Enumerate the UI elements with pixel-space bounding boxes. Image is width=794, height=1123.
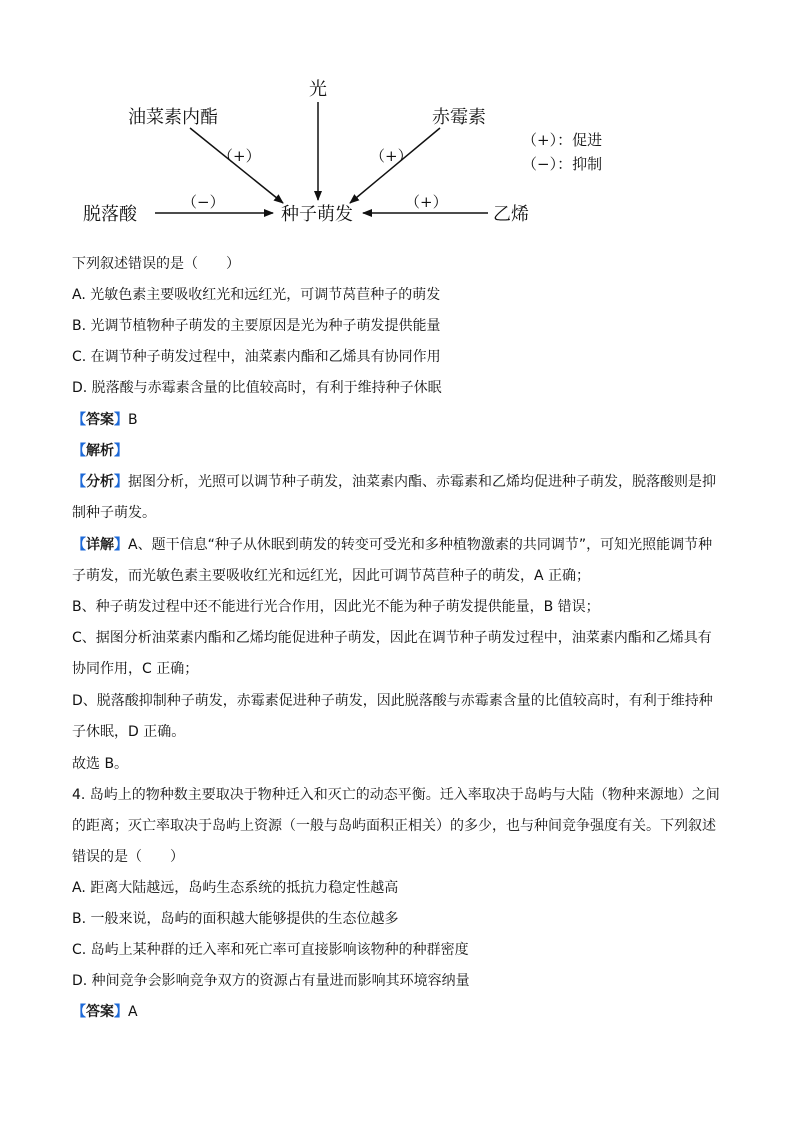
q3-option-d: D. 脱落酸与赤霉素含量的比值较高时，有利于维持种子休眠 [72, 380, 442, 396]
arrow-brassinolide [190, 128, 283, 203]
node-light: 光 [309, 79, 327, 100]
q4-option-a: A. 距离大陆越远，岛屿生态系统的抵抗力稳定性越高 [72, 880, 399, 896]
q4-answer-tag: 答案 [86, 1004, 114, 1020]
q3-xiangjie-line-5: 协同作用，C 正确； [72, 661, 199, 677]
xiangjie-text: A、题干信息“种子从休眠到萌发的转变可受光和多种植物激素的共同调节”，可知光照能调节种 [128, 537, 713, 553]
node-center: 种子萌发 [281, 204, 353, 225]
q3-option-c: C. 在调节种子萌发过程中，油菜素内酯和乙烯具有协同作用 [72, 349, 441, 365]
q3-fenxi-line-2: 制种子萌发。 [72, 505, 156, 521]
answer-value: B [128, 412, 138, 428]
fenxi-text: 据图分析，光照可以调节种子萌发，油菜素内酯、赤霉素和乙烯均促进种子萌发，脱落酸则是抑 [128, 474, 716, 490]
q3-xiangjie-line-7: 子休眠，D 正确。 [72, 724, 186, 740]
node-aba: 脱落酸 [83, 204, 137, 225]
analysis-tag: 解析 [86, 443, 114, 459]
q4-option-c: C. 岛屿上某种群的迁入率和死亡率可直接影响该物种的种群密度 [72, 942, 469, 958]
q3-conclusion: 故选 B。 [72, 756, 129, 772]
sign-gibberellin: （+） [370, 147, 413, 165]
q4-stem-line-1: 4. 岛屿上的物种数主要取决于物种迁入和灭亡的动态平衡。迁入率取决于岛屿与大陆（物种来源地）之间 [72, 787, 720, 803]
sign-aba: （−） [182, 193, 225, 211]
q4-option-d: D. 种间竞争会影响竞争双方的资源占有量进而影响其环境容纳量 [72, 973, 470, 989]
q3-xiangjie-line-6: D、脱落酸抑制种子萌发，赤霉素促进种子萌发，因此脱落酸与赤霉素含量的比值较高时，有利于维持种 [72, 693, 713, 709]
node-brassinolide: 油菜素内酯 [128, 107, 218, 128]
fenxi-tag: 分析 [86, 474, 114, 490]
legend-promote: （+）：促进 [522, 131, 603, 149]
arrow-gibberellin [350, 128, 440, 203]
sign-ethylene: （+） [405, 193, 448, 211]
q3-xiangjie-line-2: 子萌发，而光敏色素主要吸收红光和远红光，因此可调节莴苣种子的萌发，A 正确； [72, 568, 591, 584]
q4-answer-value: A [128, 1004, 138, 1020]
q3-stem: 下列叙述错误的是（ ） [72, 256, 240, 272]
q3-xiangjie-line-1: 【详解】A、题干信息“种子从休眠到萌发的转变可受光和多种植物激素的共同调节”，可知光照能调节种 [72, 537, 713, 553]
hormone-diagram [0, 0, 794, 240]
q4-stem-line-2: 的距离；灭亡率取决于岛屿上资源（一般与岛屿面积正相关）的多少，也与种间竞争强度有关。下列叙述 [72, 818, 716, 834]
q4-answer: 【答案】A [72, 1004, 138, 1020]
node-ethylene: 乙烯 [493, 204, 529, 225]
q4-stem-line-3: 错误的是（ ） [72, 849, 184, 865]
legend-inhibit: （−）：抑制 [522, 155, 603, 173]
q3-fenxi-line-1: 【分析】据图分析，光照可以调节种子萌发，油菜素内酯、赤霉素和乙烯均促进种子萌发，脱落酸则是抑 [72, 474, 716, 490]
q3-analysis-heading: 【解析】 [72, 443, 128, 459]
q3-answer: 【答案】B [72, 412, 138, 428]
sign-brassinolide: （+） [218, 147, 261, 165]
node-gibberellin: 赤霉素 [432, 107, 486, 128]
q3-xiangjie-line-4: C、据图分析油菜素内酯和乙烯均能促进种子萌发，因此在调节种子萌发过程中，油菜素内酯和乙烯具有 [72, 630, 712, 646]
answer-tag: 答案 [86, 412, 114, 428]
q3-xiangjie-line-3: B、种子萌发过程中还不能进行光合作用，因此光不能为种子萌发提供能量，B 错误； [72, 599, 600, 615]
q3-option-b: B. 光调节植物种子萌发的主要原因是光为种子萌发提供能量 [72, 318, 441, 334]
q4-option-b: B. 一般来说，岛屿的面积越大能够提供的生态位越多 [72, 911, 399, 927]
xiangjie-tag: 详解 [86, 537, 114, 553]
q3-option-a: A. 光敏色素主要吸收红光和远红光，可调节莴苣种子的萌发 [72, 287, 441, 303]
